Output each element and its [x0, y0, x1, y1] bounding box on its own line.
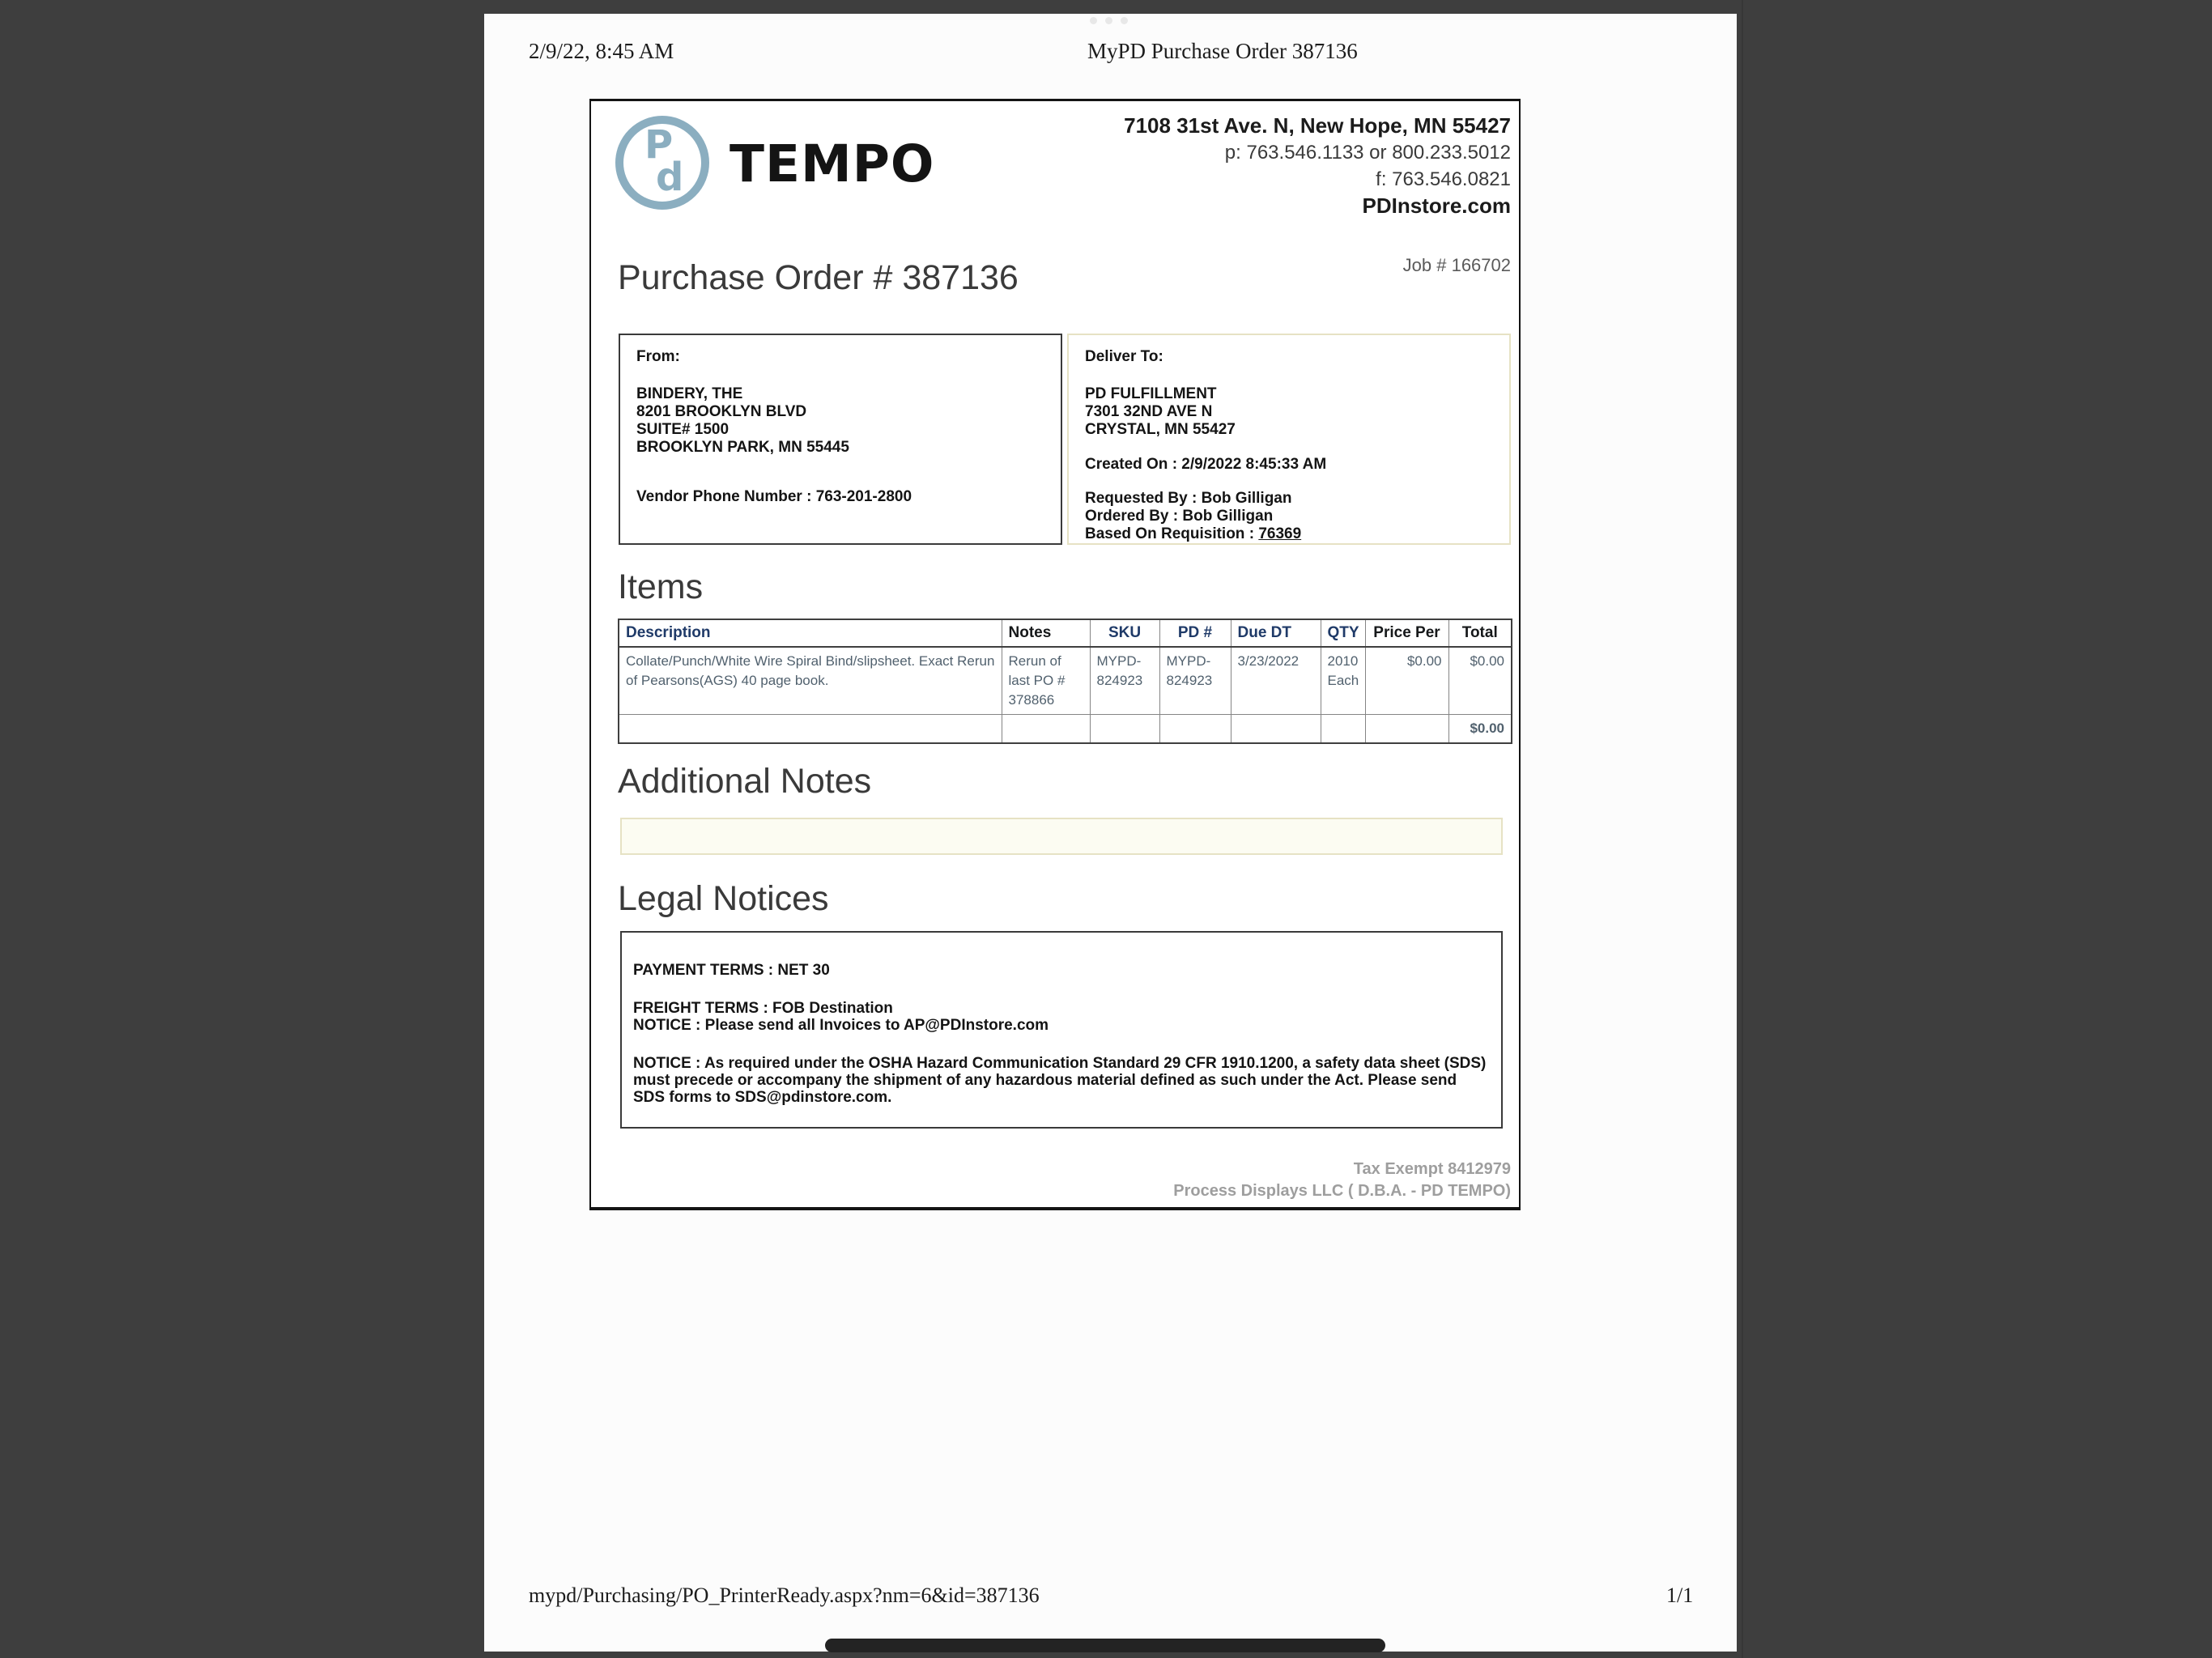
vendor-fax: f: 763.546.0821	[1376, 168, 1511, 190]
vendor-website: PDInstore.com	[1362, 193, 1511, 218]
col-header-due-dt: Due DT	[1231, 619, 1321, 647]
from-line: BINDERY, THE	[636, 385, 743, 402]
items-heading: Items	[618, 568, 704, 606]
grand-total-value: $0.00	[1448, 715, 1512, 744]
based-on-label: Based On Requisition :	[1085, 525, 1259, 542]
invoice-notice: NOTICE : Please send all Invoices to AP@PDInstore.com	[633, 1017, 1049, 1034]
tax-exempt: Tax Exempt 8412979	[1353, 1160, 1511, 1178]
legal-notices-heading: Legal Notices	[618, 879, 829, 918]
brand-name: TEMPO	[730, 134, 935, 193]
print-footer-path: mypd/Purchasing/PO_PrinterReady.aspx?nm=6&id=387136	[529, 1584, 1040, 1607]
pd-tempo-logo	[615, 116, 709, 210]
print-header-datetime: 2/9/22, 8:45 AM	[529, 39, 674, 63]
item-notes: Rerun of last PO # 378866	[1002, 647, 1090, 715]
item-qty: 2010 Each	[1321, 647, 1365, 715]
dot-icon	[1105, 17, 1112, 24]
item-sku: MYPD-824923	[1090, 647, 1159, 715]
ordered-by: Ordered By : Bob Gilligan	[1085, 508, 1274, 525]
deliver-line: 7301 32ND AVE N	[1085, 403, 1213, 420]
items-table	[618, 619, 1512, 744]
item-due-dt: 3/23/2022	[1231, 647, 1321, 715]
dot-icon	[1090, 17, 1097, 24]
item-total: $0.00	[1448, 647, 1512, 715]
vendor-street-address: 7108 31st Ave. N, New Hope, MN 55427	[1124, 113, 1511, 138]
job-number: Job # 166702	[1402, 255, 1511, 275]
deliver-line: CRYSTAL, MN 55427	[1085, 421, 1236, 438]
col-header-price-per: Price Per	[1365, 619, 1448, 647]
purchase-order-title: Purchase Order # 387136	[618, 258, 1019, 297]
requisition-number-link[interactable]: 76369	[1258, 525, 1302, 542]
item-price-per: $0.00	[1365, 647, 1448, 715]
vendor-phone-number: Vendor Phone Number : 763-201-2800	[636, 488, 912, 505]
freight-terms: FREIGHT TERMS : FOB Destination	[633, 1000, 893, 1017]
col-header-sku: SKU	[1090, 619, 1159, 647]
col-header-notes: Notes	[1002, 619, 1090, 647]
viewport-edge-line	[1742, 0, 1743, 1658]
from-line: 8201 BROOKLYN BLVD	[636, 403, 807, 420]
based-on-requisition	[1085, 525, 1493, 543]
horizontal-scrollbar-thumb[interactable]	[825, 1639, 1385, 1652]
item-pd-number: MYPD-824923	[1159, 647, 1231, 715]
col-header-qty: QTY	[1321, 619, 1365, 647]
payment-terms: PAYMENT TERMS : NET 30	[633, 962, 830, 979]
document-footer	[1173, 1158, 1511, 1202]
from-line: BROOKLYN PARK, MN 55445	[636, 439, 849, 456]
deliver-line: PD FULFILLMENT	[1085, 385, 1217, 402]
requested-by: Requested By : Bob Gilligan	[1085, 490, 1292, 507]
logo-letter-d: d	[656, 155, 684, 200]
logo-letter-p: P	[644, 122, 674, 168]
grand-total-row	[619, 715, 1512, 744]
col-header-total: Total	[1448, 619, 1512, 647]
item-row	[619, 647, 1512, 715]
from-line: SUITE# 1500	[636, 421, 730, 438]
additional-notes-heading: Additional Notes	[618, 762, 872, 801]
print-footer-page-number: 1/1	[1666, 1584, 1694, 1607]
print-header-title: MyPD Purchase Order 387136	[1087, 39, 1358, 63]
item-description: Collate/Punch/White Wire Spiral Bind/slipsheet. Exact Rerun of Pearsons(AGS) 40 page book.	[619, 647, 1002, 715]
drag-handle-dots-icon[interactable]	[1090, 17, 1128, 24]
legal-notices-box	[620, 931, 1503, 1129]
deliver-to-label: Deliver To:	[1085, 348, 1163, 365]
items-table-header-row	[619, 619, 1512, 647]
purchase-order-document	[589, 99, 1521, 1210]
company-name: Process Displays LLC ( D.B.A. - PD TEMPO)	[1173, 1182, 1511, 1200]
additional-notes-box	[620, 818, 1503, 855]
created-on: Created On : 2/9/2022 8:45:33 AM	[1085, 456, 1327, 473]
from-box	[619, 334, 1062, 545]
vendor-phone: p: 763.546.1133 or 800.233.5012	[1224, 142, 1511, 164]
dot-icon	[1121, 17, 1128, 24]
osha-notice: NOTICE : As required under the OSHA Hazard Communication Standard 29 CFR 1910.1200, a safety data sheet (SDS) must precede or accompany the shipment of any hazardous material defined as such under the Act. Please send SDS forms to SDS@pdinstore.com.	[633, 1055, 1487, 1106]
col-header-pd-number: PD #	[1159, 619, 1231, 647]
from-label: From:	[636, 348, 680, 365]
col-header-description: Description	[619, 619, 1002, 647]
deliver-to-box	[1067, 334, 1511, 545]
vendor-contact-block	[1124, 113, 1511, 219]
